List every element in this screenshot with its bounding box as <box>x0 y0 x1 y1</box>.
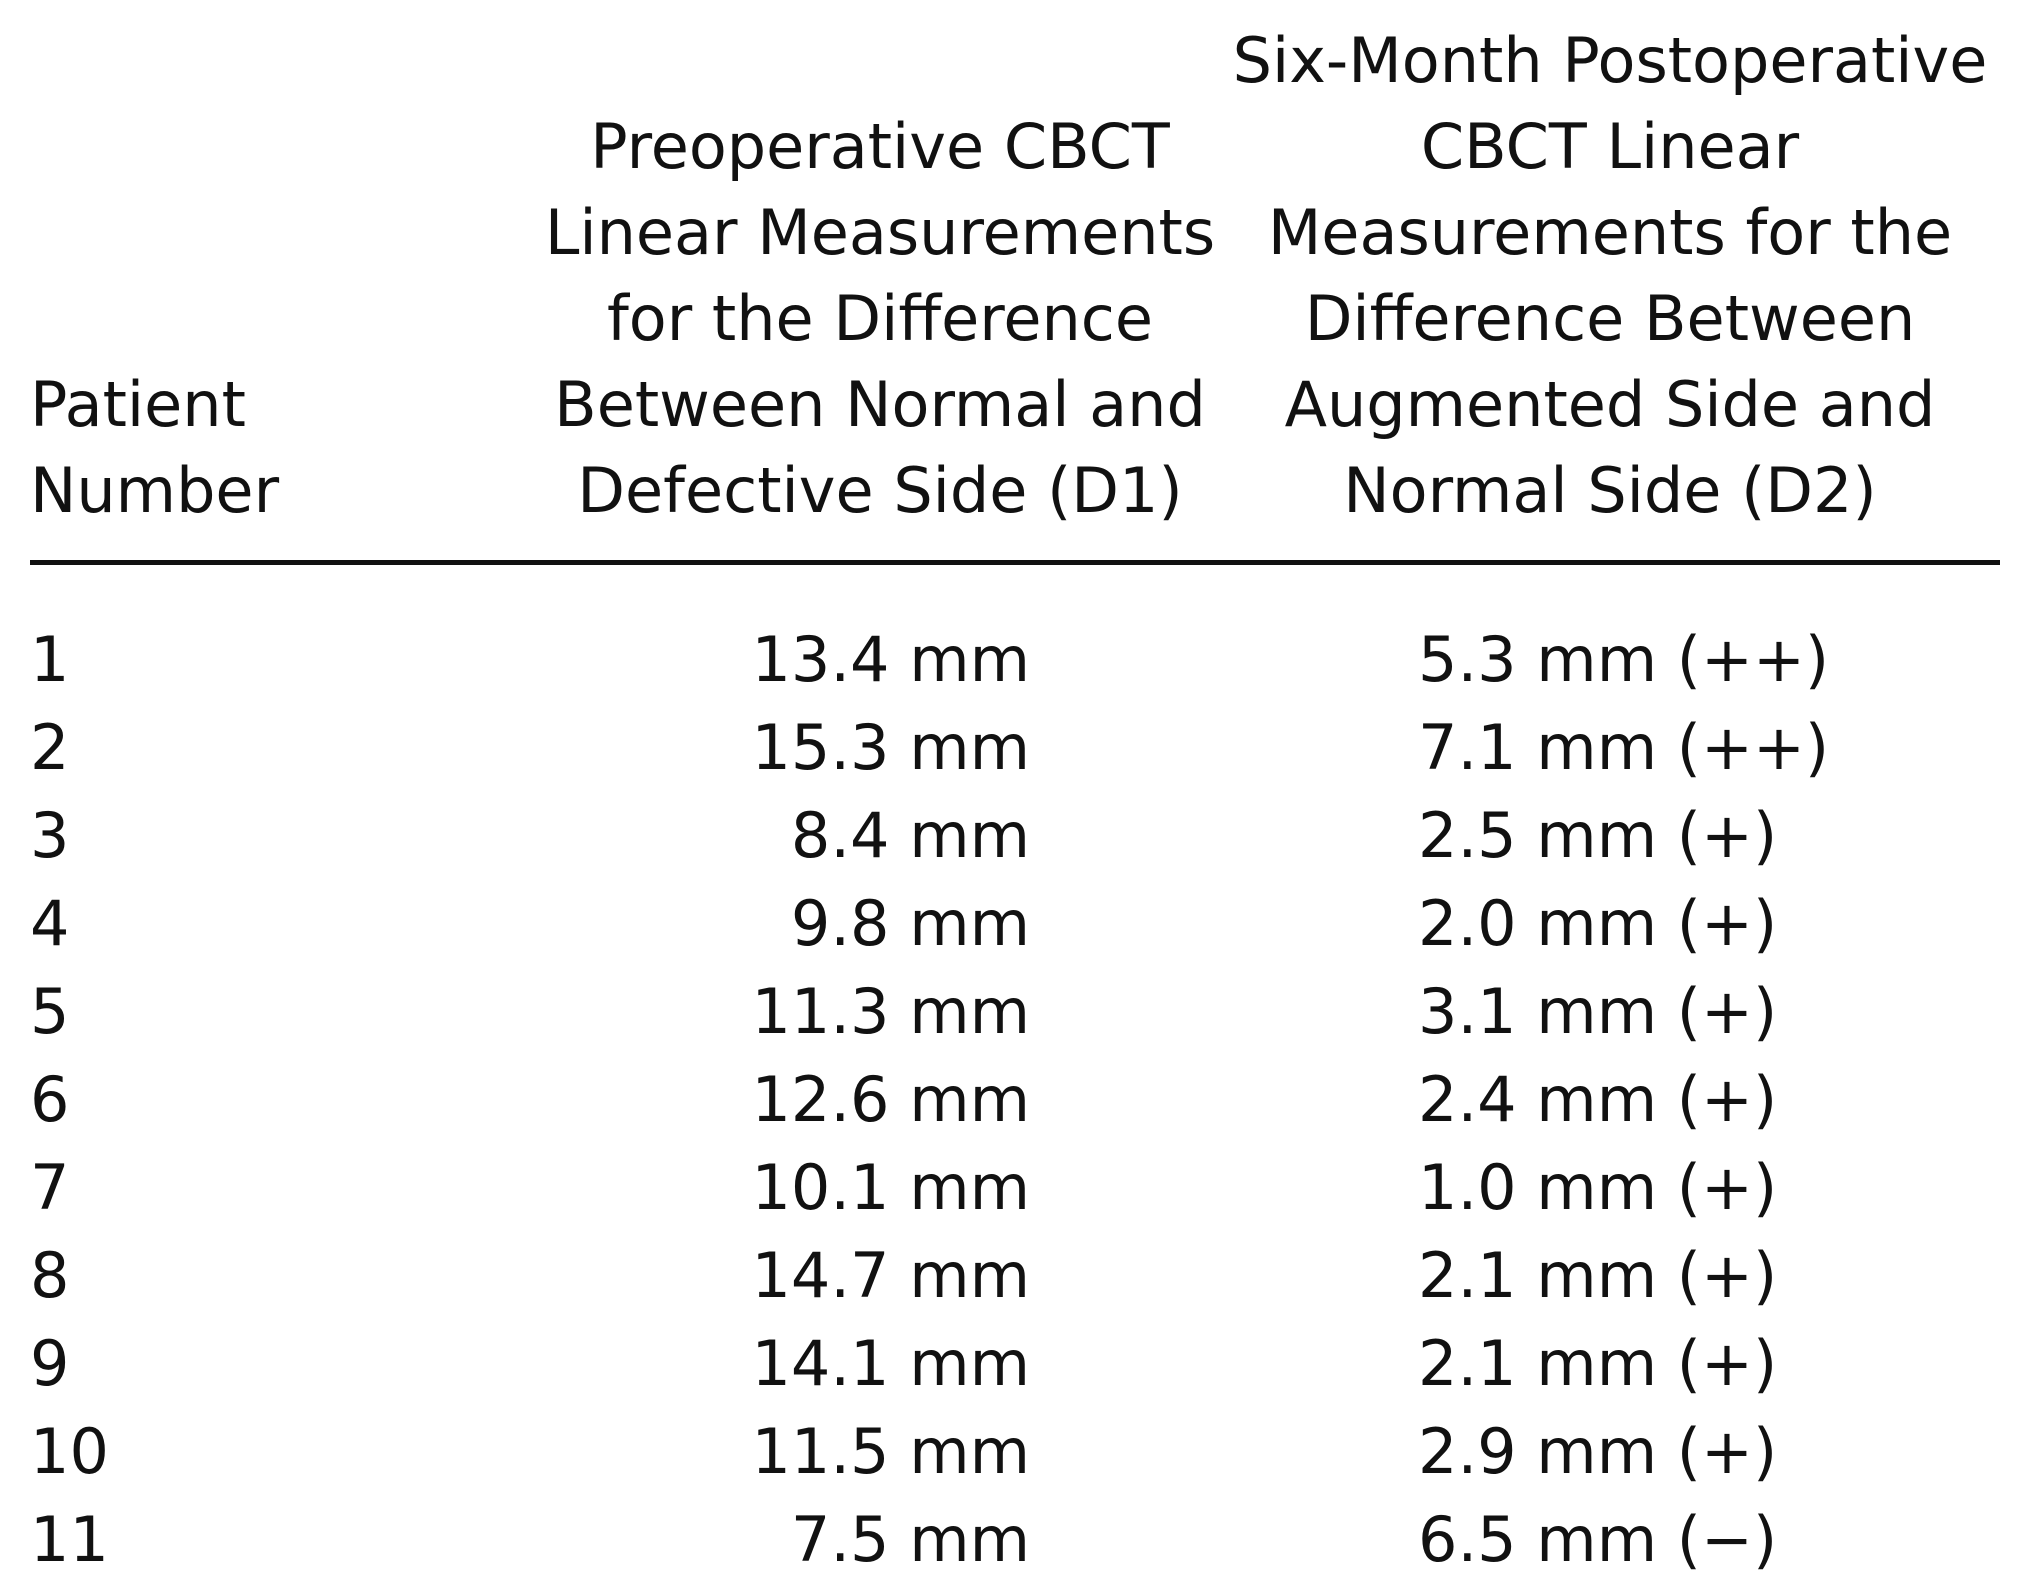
d1-cell: 11.3 mm <box>751 975 1030 1048</box>
d2-cell: 2.1 mm (+) <box>1418 1239 1778 1312</box>
patient-number-cell: 3 <box>30 799 70 872</box>
patient-number-cell: 10 <box>30 1415 109 1488</box>
d1-cell: 7.5 mm <box>790 1503 1030 1576</box>
table-row <box>30 1320 2000 1408</box>
patient-number-cell: 1 <box>30 623 70 696</box>
header-postoperative-d2: Six-Month Postoperative CBCT Linear Measurements for the Difference Between Augmented Side and Normal Side (D2) <box>1232 24 1988 527</box>
patient-number-cell: 7 <box>30 1151 70 1224</box>
patient-number-cell: 6 <box>30 1063 70 1136</box>
table-row <box>30 1408 2000 1496</box>
d1-cell: 11.5 mm <box>751 1415 1030 1488</box>
patient-number-cell: 5 <box>30 975 70 1048</box>
header-divider <box>30 560 2000 565</box>
table-header <box>30 24 2000 560</box>
patient-number-cell: 2 <box>30 711 70 784</box>
patient-number-cell: 11 <box>30 1503 109 1576</box>
d1-cell: 10.1 mm <box>751 1151 1030 1224</box>
d1-cell: 9.8 mm <box>790 887 1030 960</box>
table-row <box>30 1144 2000 1232</box>
d2-cell: 2.1 mm (+) <box>1418 1327 1778 1400</box>
d2-cell: 2.4 mm (+) <box>1418 1063 1778 1136</box>
d2-cell: 1.0 mm (+) <box>1418 1151 1778 1224</box>
table-row <box>30 1232 2000 1320</box>
header-patient-number: Patient Number <box>30 368 280 527</box>
table-row <box>30 968 2000 1056</box>
d1-cell: 14.7 mm <box>751 1239 1030 1312</box>
measurements-table <box>30 24 2000 1576</box>
d2-cell: 2.9 mm (+) <box>1418 1415 1778 1488</box>
header-preoperative-d1: Preoperative CBCT Linear Measurements for the Difference Between Normal and Defective Side (D1) <box>544 110 1216 527</box>
table-row <box>30 792 2000 880</box>
d1-cell: 15.3 mm <box>751 711 1030 784</box>
d2-cell: 3.1 mm (+) <box>1418 975 1778 1048</box>
table-row <box>30 704 2000 792</box>
table-row <box>30 1496 2000 1584</box>
table-row <box>30 616 2000 704</box>
table-row <box>30 1056 2000 1144</box>
d1-cell: 13.4 mm <box>751 623 1030 696</box>
d2-cell: 2.0 mm (+) <box>1418 887 1778 960</box>
d2-cell: 5.3 mm (++) <box>1418 623 1830 696</box>
d2-cell: 7.1 mm (++) <box>1418 711 1830 784</box>
d2-cell: 6.5 mm (−) <box>1418 1503 1778 1576</box>
d1-cell: 14.1 mm <box>751 1327 1030 1400</box>
patient-number-cell: 8 <box>30 1239 70 1312</box>
patient-number-cell: 4 <box>30 887 70 960</box>
patient-number-cell: 9 <box>30 1327 70 1400</box>
table-body <box>30 616 2000 1584</box>
d2-cell: 2.5 mm (+) <box>1418 799 1778 872</box>
d1-cell: 12.6 mm <box>751 1063 1030 1136</box>
table-row <box>30 880 2000 968</box>
d1-cell: 8.4 mm <box>790 799 1030 872</box>
